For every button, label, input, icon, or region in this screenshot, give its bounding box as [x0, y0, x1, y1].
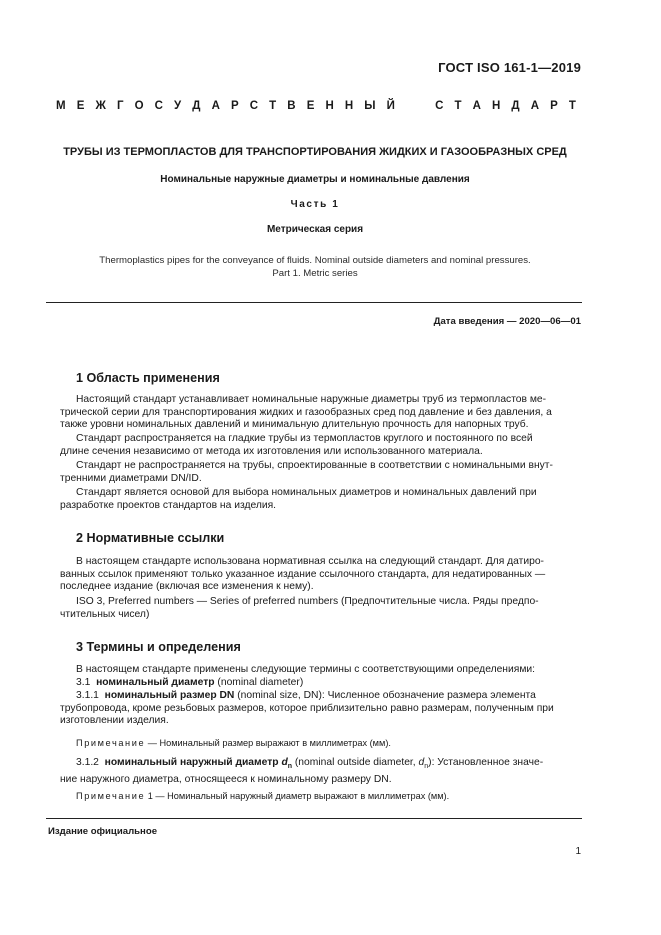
paragraph-line: тренними диаметрами DN/ID. — [60, 472, 202, 484]
section-1-paragraph-3 — [60, 460, 582, 485]
term-3-1-2-line-2: ние наружного диаметра, относящееся к номинальному размеру DN. — [60, 773, 392, 785]
document-number: ГОСТ ISO 161-1—2019 — [438, 60, 581, 75]
term-3-1-2-symbol-sub: n — [287, 763, 293, 771]
banner-letter: Р — [550, 100, 558, 112]
term-3-1-2-name: номинальный наружный диаметр — [104, 757, 282, 768]
banner-letter: Й — [386, 100, 395, 112]
paragraph-line: последнее издание (включая все изменения к нему). — [60, 581, 314, 592]
paragraph-line: длине сечения независимо от метода их изготовления или использованного материала. — [60, 445, 483, 457]
paragraph-line: В настоящем стандарте использована нормативная ссылка на следующий стандарт. Для датиро- — [76, 556, 544, 567]
header-divider — [46, 302, 582, 303]
banner-letter: А — [472, 100, 481, 112]
banner-letter: В — [287, 100, 296, 112]
section-1-paragraph-4 — [60, 487, 582, 512]
document-subtitle: Номинальные наружные диаметры и номинальные давления — [160, 174, 470, 185]
section-1-heading: 1 Область применения — [76, 371, 220, 385]
term-3-1-1-definition: (nominal size, DN): Численное обозначение размера элемента — [234, 690, 536, 701]
note-1-label: Примечание — [76, 738, 146, 748]
term-3-1-1 — [60, 690, 582, 728]
banner-letter: Ы — [364, 100, 376, 112]
note-2-line — [60, 790, 582, 803]
part-label: Часть 1 — [290, 199, 340, 210]
section-3-intro-line: В настоящем стандарте применены следующие термины с соответствующими определениями: — [76, 664, 536, 675]
english-title — [44, 254, 586, 280]
banner-letter: Т — [454, 100, 462, 112]
banner-letter: А — [211, 100, 220, 112]
series-label: Метрическая серия — [266, 224, 364, 235]
page-number: 1 — [575, 846, 581, 857]
note-1-line — [60, 737, 582, 750]
document-title: ТРУБЫ ИЗ ТЕРМОПЛАСТОВ ДЛЯ ТРАНСПОРТИРОВАНИЯ ЖИДКИХ И ГАЗООБРАЗНЫХ СРЕД — [63, 146, 567, 158]
paragraph-line: также уровни номинальных давлений и минимальную длительную прочность для напорных труб. — [60, 419, 529, 430]
term-3-1-english: (nominal diameter) — [214, 677, 304, 688]
interstate-standard-banner — [56, 100, 576, 112]
paragraph-line: Стандарт распространяется на гладкие трубы из термопластов круглого и постоянного по всей — [76, 433, 533, 444]
paragraph-line: чтительных чисел) — [60, 608, 150, 620]
term-3-1-2-english-a: (nominal outside diameter, — [292, 757, 419, 768]
banner-letter: Е — [76, 100, 85, 112]
term-3-1-2-definition: ): Установленное значе- — [428, 757, 544, 768]
term-3-1 — [60, 677, 582, 690]
section-1-paragraph-2 — [60, 433, 582, 458]
term-3-1-1-name: номинальный размер DN — [104, 690, 235, 701]
section-3-intro — [60, 664, 582, 677]
paragraph-line: ISO 3, Preferred numbers — Series of preferred numbers (Предпочтительные числа. Ряды предпо- — [76, 596, 539, 607]
term-3-1-1-line-2: трубопровода, кроме резьбовых размеров, которое приблизительно равно размерам, полученным при — [60, 702, 554, 714]
section-2-paragraph-2 — [60, 596, 582, 621]
paragraph-line: трической серии для транспортирования жидких и газообразных сред под давление и без давления, а — [60, 406, 552, 418]
banner-letter: М — [56, 100, 66, 112]
banner-letter: Н — [344, 100, 354, 112]
banner-letter: Т — [568, 100, 576, 112]
paragraph-line: Стандарт является основой для выбора номинальных диаметров и номинальных давлений при — [76, 487, 537, 498]
note-1 — [60, 737, 582, 750]
paragraph-line: Настоящий стандарт устанавливает номинальные наружные диаметры труб из термопластов ме- — [76, 394, 547, 405]
english-title-line-2: Part 1. Metric series — [272, 268, 358, 279]
banner-letter: Т — [269, 100, 277, 112]
banner-letter: У — [174, 100, 182, 112]
banner-letter: С — [154, 100, 163, 112]
term-3-1-2-symbol: d — [281, 757, 288, 768]
banner-letter: О — [134, 100, 144, 112]
paragraph-line: ванных ссылок применяют только указанное издание ссылочного стандарта, для недатированных — — [60, 568, 546, 580]
paragraph-line: Стандарт не распространяется на трубы, спроектированные в соответствии с номинальными внут- — [76, 460, 553, 471]
term-3-1-2-number: 3.1.2 — [76, 757, 99, 768]
banner-letter: С — [435, 100, 444, 112]
banner-letter: С — [249, 100, 259, 112]
note-1-text: — Номинальный размер выражают в миллиметрах (мм). — [145, 738, 391, 748]
section-2-paragraph-1 — [60, 556, 582, 594]
section-1-paragraph-1 — [60, 394, 582, 432]
banner-letter: А — [530, 100, 540, 112]
edition-label: Издание официальное — [48, 826, 158, 837]
term-3-1-line — [60, 677, 582, 690]
term-3-1-1-line-3: изготовлении изделия. — [60, 715, 169, 726]
banner-letter: Н — [492, 100, 501, 112]
footer-divider — [46, 818, 582, 819]
banner-letter: Ж — [95, 100, 106, 112]
banner-letter: Н — [325, 100, 334, 112]
banner-gap — [406, 100, 424, 112]
note-2-text: 1 — Номинальный наружный диаметр выражают в миллиметрах (мм). — [145, 791, 450, 801]
term-3-1-1-number: 3.1.1 — [76, 690, 99, 701]
term-3-1-2 — [60, 757, 582, 786]
term-3-1-1-line-1 — [60, 690, 582, 703]
banner-letter: Д — [192, 100, 201, 112]
english-title-line-1: Thermoplastics pipes for the conveyance of fluids. Nominal outside diameters and nominal pressures. — [99, 255, 531, 266]
term-3-1-name: номинальный диаметр — [96, 677, 215, 688]
section-2-heading: 2 Нормативные ссылки — [76, 531, 225, 545]
introduction-date: Дата введения — 2020—06—01 — [433, 316, 581, 327]
term-3-1-2-english-symbol: d — [418, 757, 425, 768]
banner-letter: Д — [511, 100, 520, 112]
banner-letter: Г — [116, 100, 124, 112]
term-3-1-number: 3.1 — [76, 677, 91, 688]
term-3-1-2-english-symbol-sub: n — [424, 763, 429, 771]
banner-letter: Е — [306, 100, 315, 112]
note-2 — [60, 790, 582, 803]
note-2-label: Примечание — [76, 791, 146, 801]
section-3-heading: 3 Термины и определения — [76, 640, 241, 654]
paragraph-line: разработке проектов стандартов на изделия. — [60, 499, 277, 511]
term-3-1-2-line-1 — [60, 757, 582, 774]
banner-letter: Р — [230, 100, 239, 112]
